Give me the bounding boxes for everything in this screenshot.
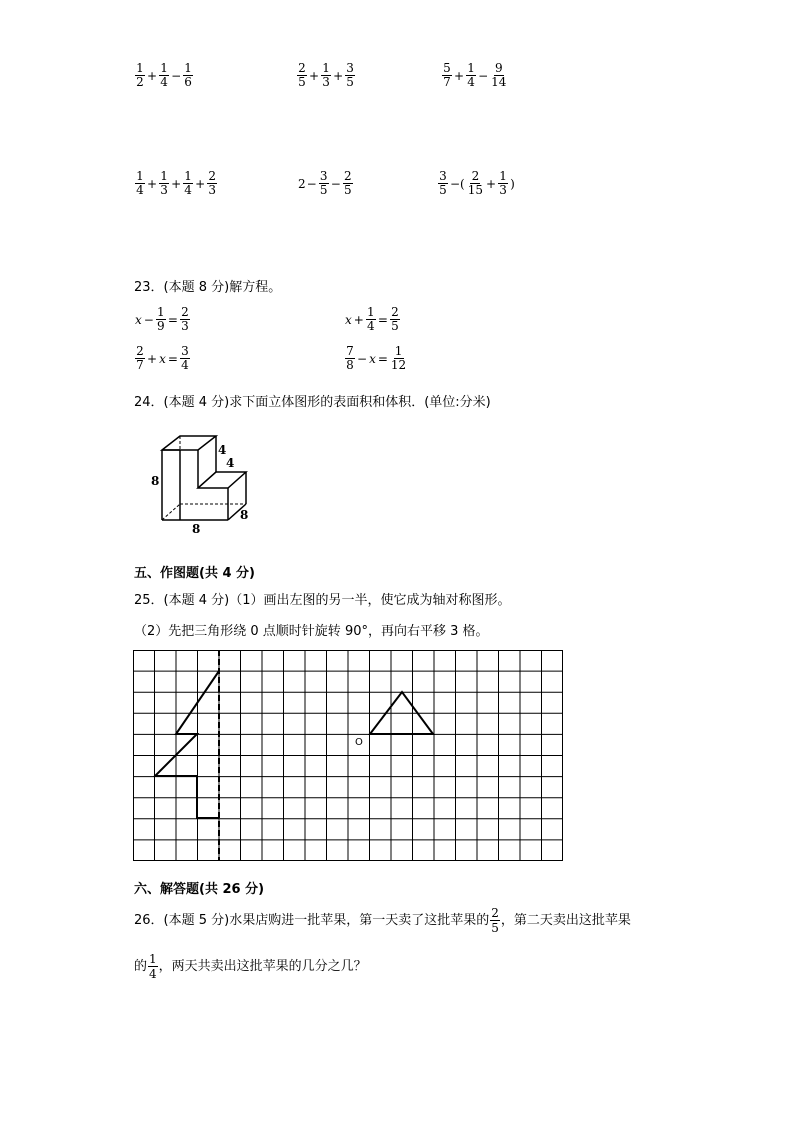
label-top-width: 4 <box>226 456 235 470</box>
variable: x <box>345 312 352 327</box>
operator: + <box>195 176 206 191</box>
q24-title: 24．(本题 4 分)求下面立体图形的表面积和体积．(单位:分米) <box>134 395 491 410</box>
fraction: $\frac{3}{5}$ <box>439 169 447 197</box>
variable: x <box>159 351 166 366</box>
operator: + <box>147 176 158 191</box>
variable: x <box>135 312 142 327</box>
operator: + <box>486 176 497 191</box>
fraction: $\frac{2}{3}$ <box>208 169 216 197</box>
fraction: $\frac{1}{12}$ <box>390 344 407 372</box>
calc-expr-2-2 <box>298 170 354 197</box>
operator: −( <box>450 176 465 191</box>
q25-line2: （2）先把三角形绕 0 点顺时针旋转 90°，再向右平移 3 格。 <box>134 624 489 639</box>
calc-expr-1-1 <box>134 62 194 89</box>
q23-eq-3 <box>134 345 191 372</box>
fraction: $\frac{1}{3}$ <box>499 169 507 197</box>
fraction: $\frac{2}{5}$ <box>298 61 306 89</box>
fraction: $\frac{1}{4}$ <box>136 169 144 197</box>
operator: − <box>171 68 182 83</box>
operator: = <box>167 351 178 366</box>
q25-line1: 25．(本题 4 分)（1）画出左图的另一半，使它成为轴对称图形。 <box>134 593 511 608</box>
q26-part3: 的 <box>134 959 148 974</box>
fraction: $\frac{9}{14}$ <box>491 61 507 89</box>
fraction: $\frac{7}{8}$ <box>346 344 354 372</box>
operator: − <box>357 351 368 366</box>
label-top-height: 4 <box>218 443 227 457</box>
fraction: $\frac{1}{4}$ <box>160 61 168 89</box>
fraction: $\frac{1}{4}$ <box>367 305 375 333</box>
fraction: $\frac{5}{7}$ <box>443 61 451 89</box>
q23-title: 23．(本题 8 分)解方程。 <box>134 280 282 295</box>
calc-expr-2-1 <box>134 170 218 197</box>
calc-expr-1-2 <box>296 62 356 89</box>
fraction: $\frac{2}{15}$ <box>467 169 484 197</box>
q26-line1 <box>134 906 631 935</box>
fraction: $\frac{3}{5}$ <box>346 61 354 89</box>
fraction: $\frac{2}{7}$ <box>136 344 144 372</box>
number: 2 <box>298 176 306 191</box>
operator: + <box>147 351 158 366</box>
fraction: $\frac{1}{4}$ <box>467 61 475 89</box>
q26-line2 <box>134 952 367 981</box>
fraction: $\frac{3}{5}$ <box>319 169 328 197</box>
operator: + <box>171 176 182 191</box>
q26-part1: 26．(本题 5 分)水果店购进一批苹果，第一天卖了这批苹果的 <box>134 913 490 928</box>
operator: + <box>309 68 320 83</box>
calc-expr-2-3 <box>437 170 516 197</box>
operator: − <box>478 68 489 83</box>
fraction: $\frac{1}{3}$ <box>160 169 168 197</box>
q26-part4: ，两天共卖出这批苹果的几分之几？ <box>158 959 367 974</box>
label-bottom-width: 8 <box>192 522 201 536</box>
q23-eq-2 <box>344 306 401 333</box>
point-o-label: O <box>355 737 363 748</box>
operator: − <box>306 176 317 191</box>
operator: ) <box>510 176 515 191</box>
operator: = <box>377 312 388 327</box>
fraction: $\frac{1}{9}$ <box>157 305 165 333</box>
fraction: $\frac{3}{4}$ <box>181 344 189 372</box>
fraction: $\frac{1}{3}$ <box>322 61 330 89</box>
fraction: $\frac{1}{2}$ <box>136 61 144 89</box>
operator: + <box>454 68 465 83</box>
variable: x <box>369 351 376 366</box>
calc-expr-1-3 <box>441 62 508 89</box>
solid-figure <box>148 432 258 537</box>
fraction: $\frac{2}{3}$ <box>181 305 189 333</box>
q23-eq-4 <box>344 345 408 372</box>
fraction: $\frac{1}{6}$ <box>184 61 192 89</box>
operator: − <box>143 312 154 327</box>
q26-frac2: $\frac{1}{4}$ <box>149 952 157 981</box>
operator: + <box>147 68 158 83</box>
label-right-depth: 8 <box>240 508 249 522</box>
fraction: $\frac{1}{4}$ <box>184 169 192 197</box>
operator: = <box>377 351 388 366</box>
operator: + <box>333 68 344 83</box>
section5-heading: 五、作图题(共 4 分) <box>134 566 255 581</box>
q26-part2: ，第二天卖出这批苹果 <box>500 913 631 928</box>
operator: − <box>330 176 341 191</box>
drawing-grid <box>133 650 563 861</box>
operator: + <box>353 312 364 327</box>
q23-eq-1 <box>134 306 191 333</box>
fraction: $\frac{2}{5}$ <box>391 305 399 333</box>
q26-frac1: $\frac{2}{5}$ <box>491 906 499 935</box>
fraction: $\frac{2}{5}$ <box>343 169 352 197</box>
operator: = <box>167 312 178 327</box>
section6-heading: 六、解答题(共 26 分) <box>134 882 265 897</box>
label-left-height: 8 <box>151 474 160 488</box>
half-shape <box>155 671 219 818</box>
